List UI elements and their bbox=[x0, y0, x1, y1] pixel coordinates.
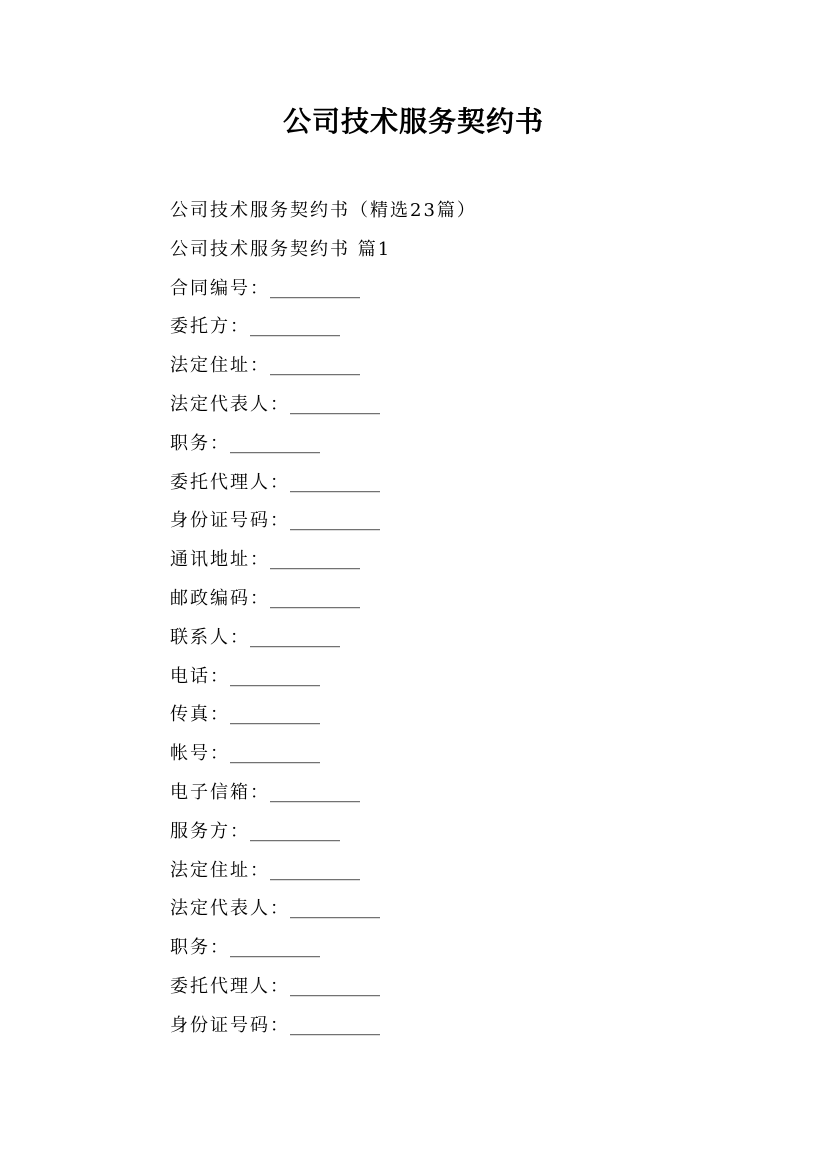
field-line-email bbox=[170, 774, 730, 813]
field-line-service-provider bbox=[170, 813, 730, 852]
fill-blank: __________ bbox=[250, 626, 340, 648]
field-line-client-address bbox=[170, 347, 730, 386]
fill-blank: __________ bbox=[230, 937, 320, 959]
fill-blank: __________ bbox=[230, 743, 320, 765]
field-line-client-agent bbox=[170, 464, 730, 503]
fill-blank: __________ bbox=[290, 1014, 380, 1036]
fill-blank: __________ bbox=[290, 393, 380, 415]
field-line-provider-agent bbox=[170, 968, 730, 1007]
fill-blank: __________ bbox=[270, 277, 360, 299]
line-label: 合同编号： bbox=[170, 277, 270, 299]
line-label: 委托代理人： bbox=[170, 471, 290, 493]
field-line-client-representative bbox=[170, 386, 730, 425]
field-line-provider-id-number bbox=[170, 1007, 730, 1046]
line-label: 职务： bbox=[170, 937, 230, 959]
line-label: 电子信箱： bbox=[170, 781, 270, 803]
fill-blank: __________ bbox=[270, 587, 360, 609]
fill-blank: __________ bbox=[270, 355, 360, 377]
fill-blank: __________ bbox=[290, 471, 380, 493]
field-line-provider-address bbox=[170, 852, 730, 891]
field-line-client-id-number bbox=[170, 502, 730, 541]
fill-blank: __________ bbox=[270, 549, 360, 571]
line-label: 通讯地址： bbox=[170, 549, 270, 571]
fill-blank: __________ bbox=[230, 704, 320, 726]
fill-blank: __________ bbox=[250, 316, 340, 338]
fill-blank: __________ bbox=[290, 975, 380, 997]
field-line-provider-representative bbox=[170, 890, 730, 929]
field-line-mailing-address bbox=[170, 541, 730, 580]
line-label: 电话： bbox=[170, 665, 230, 687]
fill-blank: __________ bbox=[230, 432, 320, 454]
field-line-contract-number bbox=[170, 270, 730, 309]
line-label: 身份证号码： bbox=[170, 510, 290, 532]
field-line-client-position bbox=[170, 425, 730, 464]
line-label: 服务方： bbox=[170, 820, 250, 842]
fill-blank: __________ bbox=[290, 510, 380, 532]
line-label: 帐号： bbox=[170, 743, 230, 765]
fill-blank: __________ bbox=[290, 898, 380, 920]
line-label: 联系人： bbox=[170, 626, 250, 648]
line-label: 法定住址： bbox=[170, 355, 270, 377]
field-line-postal-code bbox=[170, 580, 730, 619]
document-subtitle bbox=[170, 192, 730, 231]
field-line-fax bbox=[170, 696, 730, 735]
line-label: 邮政编码： bbox=[170, 587, 270, 609]
document-body bbox=[170, 192, 730, 1046]
fill-blank: __________ bbox=[270, 859, 360, 881]
line-label: 公司技术服务契约书 篇1 bbox=[170, 238, 392, 260]
line-label: 法定代表人： bbox=[170, 898, 290, 920]
fill-blank: __________ bbox=[230, 665, 320, 687]
line-label: 身份证号码： bbox=[170, 1014, 290, 1036]
fill-blank: __________ bbox=[250, 820, 340, 842]
field-line-client bbox=[170, 308, 730, 347]
line-label: 职务： bbox=[170, 432, 230, 454]
field-line-provider-position bbox=[170, 929, 730, 968]
fill-blank: __________ bbox=[270, 781, 360, 803]
line-label: 委托方： bbox=[170, 316, 250, 338]
document-title: 公司技术服务契约书 bbox=[282, 105, 544, 138]
line-label: 法定代表人： bbox=[170, 393, 290, 415]
line-label: 法定住址： bbox=[170, 859, 270, 881]
section-heading bbox=[170, 231, 730, 270]
field-line-account bbox=[170, 735, 730, 774]
field-line-phone bbox=[170, 658, 730, 697]
line-label: 传真： bbox=[170, 704, 230, 726]
line-label: 公司技术服务契约书（精选23篇） bbox=[170, 200, 477, 221]
field-line-contact-person bbox=[170, 619, 730, 658]
line-label: 委托代理人： bbox=[170, 975, 290, 997]
